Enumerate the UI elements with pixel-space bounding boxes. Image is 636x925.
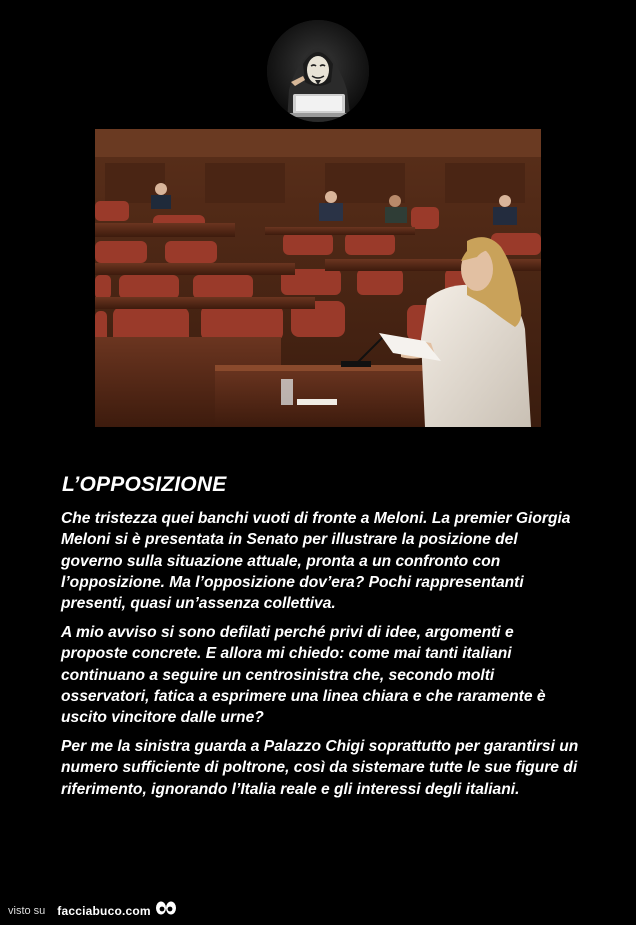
article-paragraph: Che tristezza quei banchi vuoti di fronte a Meloni. La premier Giorgia Meloni si è presentata in Senato per illustrare la posizione del governo sulla situazione attuale, pronta a un confronto con l’opposizione. Ma l’opposizione dov’era? Pochi rappresentanti presenti, quasi un’assenza collettiva.: [61, 510, 571, 613]
avatar: [267, 20, 369, 122]
footer: [8, 901, 177, 921]
article-paragraph: Per me la sinistra guarda a Palazzo Chigi soprattutto per garantirsi un numero sufficiente di poltrone, così da sistemare tutte le sue figure di riferimento, ignorando l’Italia reale e gli interessi degli italiani.: [61, 738, 579, 798]
article-title: L’OPPOSIZIONE: [62, 473, 227, 496]
eyes-icon: [155, 900, 177, 923]
article-paragraph: A mio avviso si sono defilati perché privi di idee, argomenti e proposte concrete. E allora mi chiedo: come mai tanti italiani continuano a seguire un centrosinistra che, secondo molti osservatori, fatica a esprimere una linea chiara e che raramente è uscito vincitore dalle urne?: [61, 624, 546, 727]
senate-photo: [95, 129, 541, 427]
brand-link[interactable]: facciabuco.com: [57, 904, 151, 918]
visto-su-label: visto su: [8, 905, 46, 917]
